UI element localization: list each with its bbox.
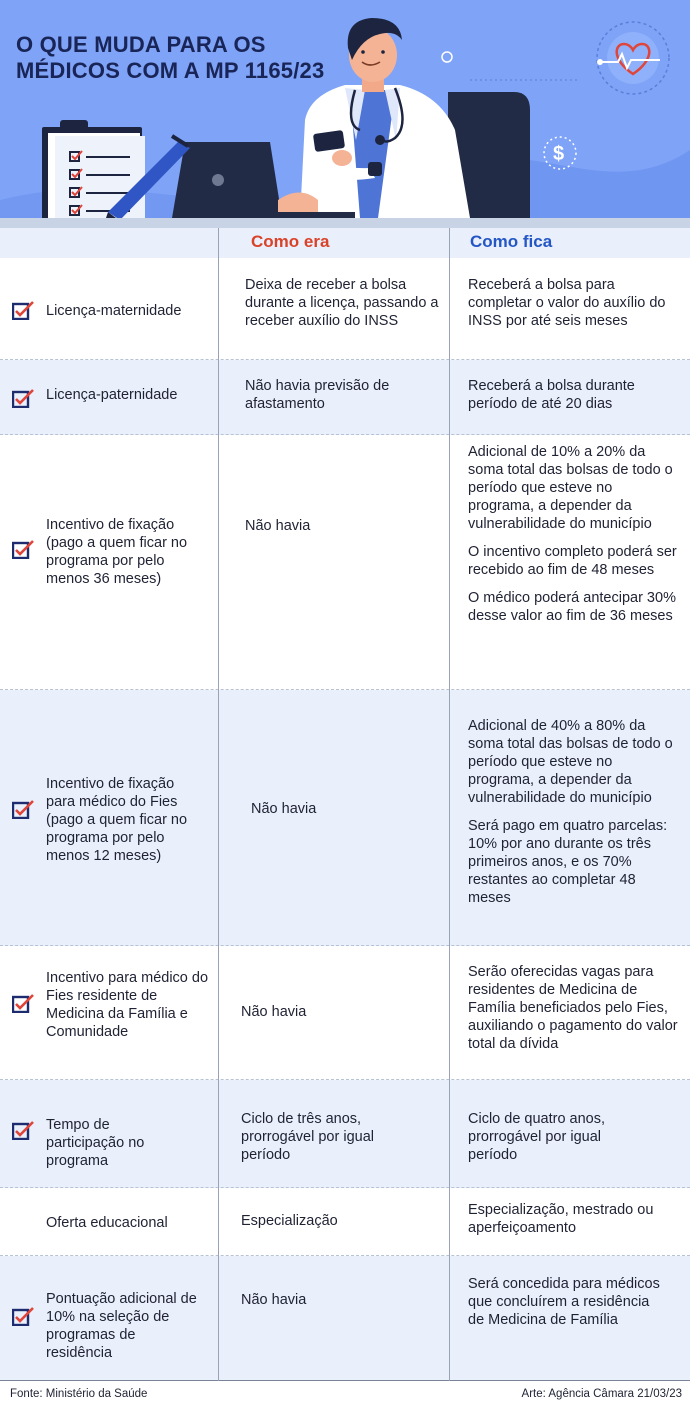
row-como-era: Deixa de receber a bolsa durante a licença, passando a receber auxílio do INSS: [245, 277, 439, 329]
row-label: Incentivo de fixação (pago a quem ficar no programa por pelo menos 36 meses): [46, 517, 188, 587]
row-label: Tempo de participação no programa: [46, 1117, 145, 1169]
row-como-fica: [468, 1110, 643, 1164]
header-banner: [0, 0, 690, 228]
row-como-era: Não havia previsão de afastamento: [245, 378, 390, 412]
row-label: Licença-paternidade: [46, 387, 178, 403]
row-como-fica-text: Ciclo de quatro anos, prorrogável por igual período: [468, 1111, 606, 1163]
row-label: Incentivo de fixação para médico do Fies (pago a quem ficar no programa por pelo menos 12 meses): [46, 776, 188, 864]
column-divider: [449, 228, 450, 1381]
desk-surface: [0, 218, 690, 228]
row-como-fica: [468, 276, 678, 330]
row-como-fica-text: Receberá a bolsa durante período de até 20 dias: [468, 378, 635, 412]
checkbox-checked-icon: [12, 1306, 36, 1326]
row-como-era: Não havia: [251, 801, 317, 817]
table-row: [0, 1256, 690, 1381]
page-title-line-2: MÉDICOS COM A MP 1165/23: [16, 58, 325, 83]
row-como-fica: [468, 963, 678, 1053]
column-divider: [218, 228, 219, 1381]
table-row: [0, 258, 690, 360]
source-credit: Fonte: Ministério da Saúde: [10, 1388, 148, 1400]
row-como-fica-text: Receberá a bolsa para completar o valor do auxílio do INSS por até seis meses: [468, 277, 666, 329]
row-como-fica-text: Será concedida para médicos que concluírem a residência de Medicina de Família: [468, 1276, 660, 1328]
row-como-era: Especialização: [241, 1213, 338, 1229]
row-como-fica: [468, 717, 678, 907]
row-como-fica-text: Adicional de 40% a 80% da soma total das bolsas de todo o período que esteve no programa, a depender da vulnerabilidade do município: [468, 718, 673, 806]
row-como-fica: [468, 443, 678, 625]
row-como-fica: [468, 377, 678, 413]
row-label: Pontuação adicional de 10% na seleção de programas de residência: [46, 1291, 197, 1361]
row-como-fica-text: Será pago em quatro parcelas: 10% por ano durante os três primeiros anos, e os 70% restantes ao completar 48 meses: [468, 818, 668, 906]
table-row: [0, 1080, 690, 1188]
checkbox-checked-icon: [12, 1120, 36, 1140]
art-credit: Arte: Agência Câmara 21/03/23: [521, 1388, 682, 1400]
row-como-fica-text: O médico poderá antecipar 30% desse valor ao fim de 36 meses: [468, 590, 676, 624]
row-como-fica-text: Adicional de 10% a 20% da soma total das bolsas de todo o período que esteve no programa, a depender da vulnerabilidade do município: [468, 444, 673, 532]
column-header-como-fica: Como fica: [470, 232, 553, 251]
table-row: [0, 1188, 690, 1256]
row-como-era: Não havia: [245, 518, 311, 534]
checkbox-checked-icon: [12, 388, 36, 408]
row-label: Oferta educacional: [46, 1215, 168, 1231]
row-como-fica: [468, 1201, 678, 1237]
checkbox-checked-icon: [12, 300, 36, 320]
row-como-era: Não havia: [241, 1292, 307, 1308]
row-como-fica-text: Especialização, mestrado ou aperfeiçoamento: [468, 1202, 654, 1236]
table-row: [0, 435, 690, 690]
checkbox-checked-icon: [12, 993, 36, 1013]
table-row: [0, 690, 690, 946]
table-row: [0, 946, 690, 1080]
row-como-fica: [468, 1275, 668, 1329]
row-como-era: Não havia: [241, 1004, 307, 1020]
checkbox-checked-icon: [12, 799, 36, 819]
page-title-line-1: O QUE MUDA PARA OS: [16, 32, 266, 57]
row-label: Licença-maternidade: [46, 303, 182, 319]
column-header-como-era: Como era: [251, 232, 330, 251]
svg-text:$: $: [553, 143, 565, 165]
table-row: [0, 360, 690, 435]
page-title: [16, 32, 325, 84]
checkbox-checked-icon: [12, 539, 36, 559]
row-label: Incentivo para médico do Fies residente de Medicina da Família e Comunidade: [46, 970, 209, 1040]
row-como-fica-text: Serão oferecidas vagas para residentes de Medicina de Família beneficiados pelo Fies, auxiliando o pagamento do valor total da dívida: [468, 964, 678, 1052]
row-como-era: Ciclo de três anos, prorrogável por igual período: [241, 1111, 374, 1163]
table-header-row: [0, 228, 690, 258]
row-como-fica-text: O incentivo completo poderá ser recebido ao fim de 48 meses: [468, 544, 677, 578]
